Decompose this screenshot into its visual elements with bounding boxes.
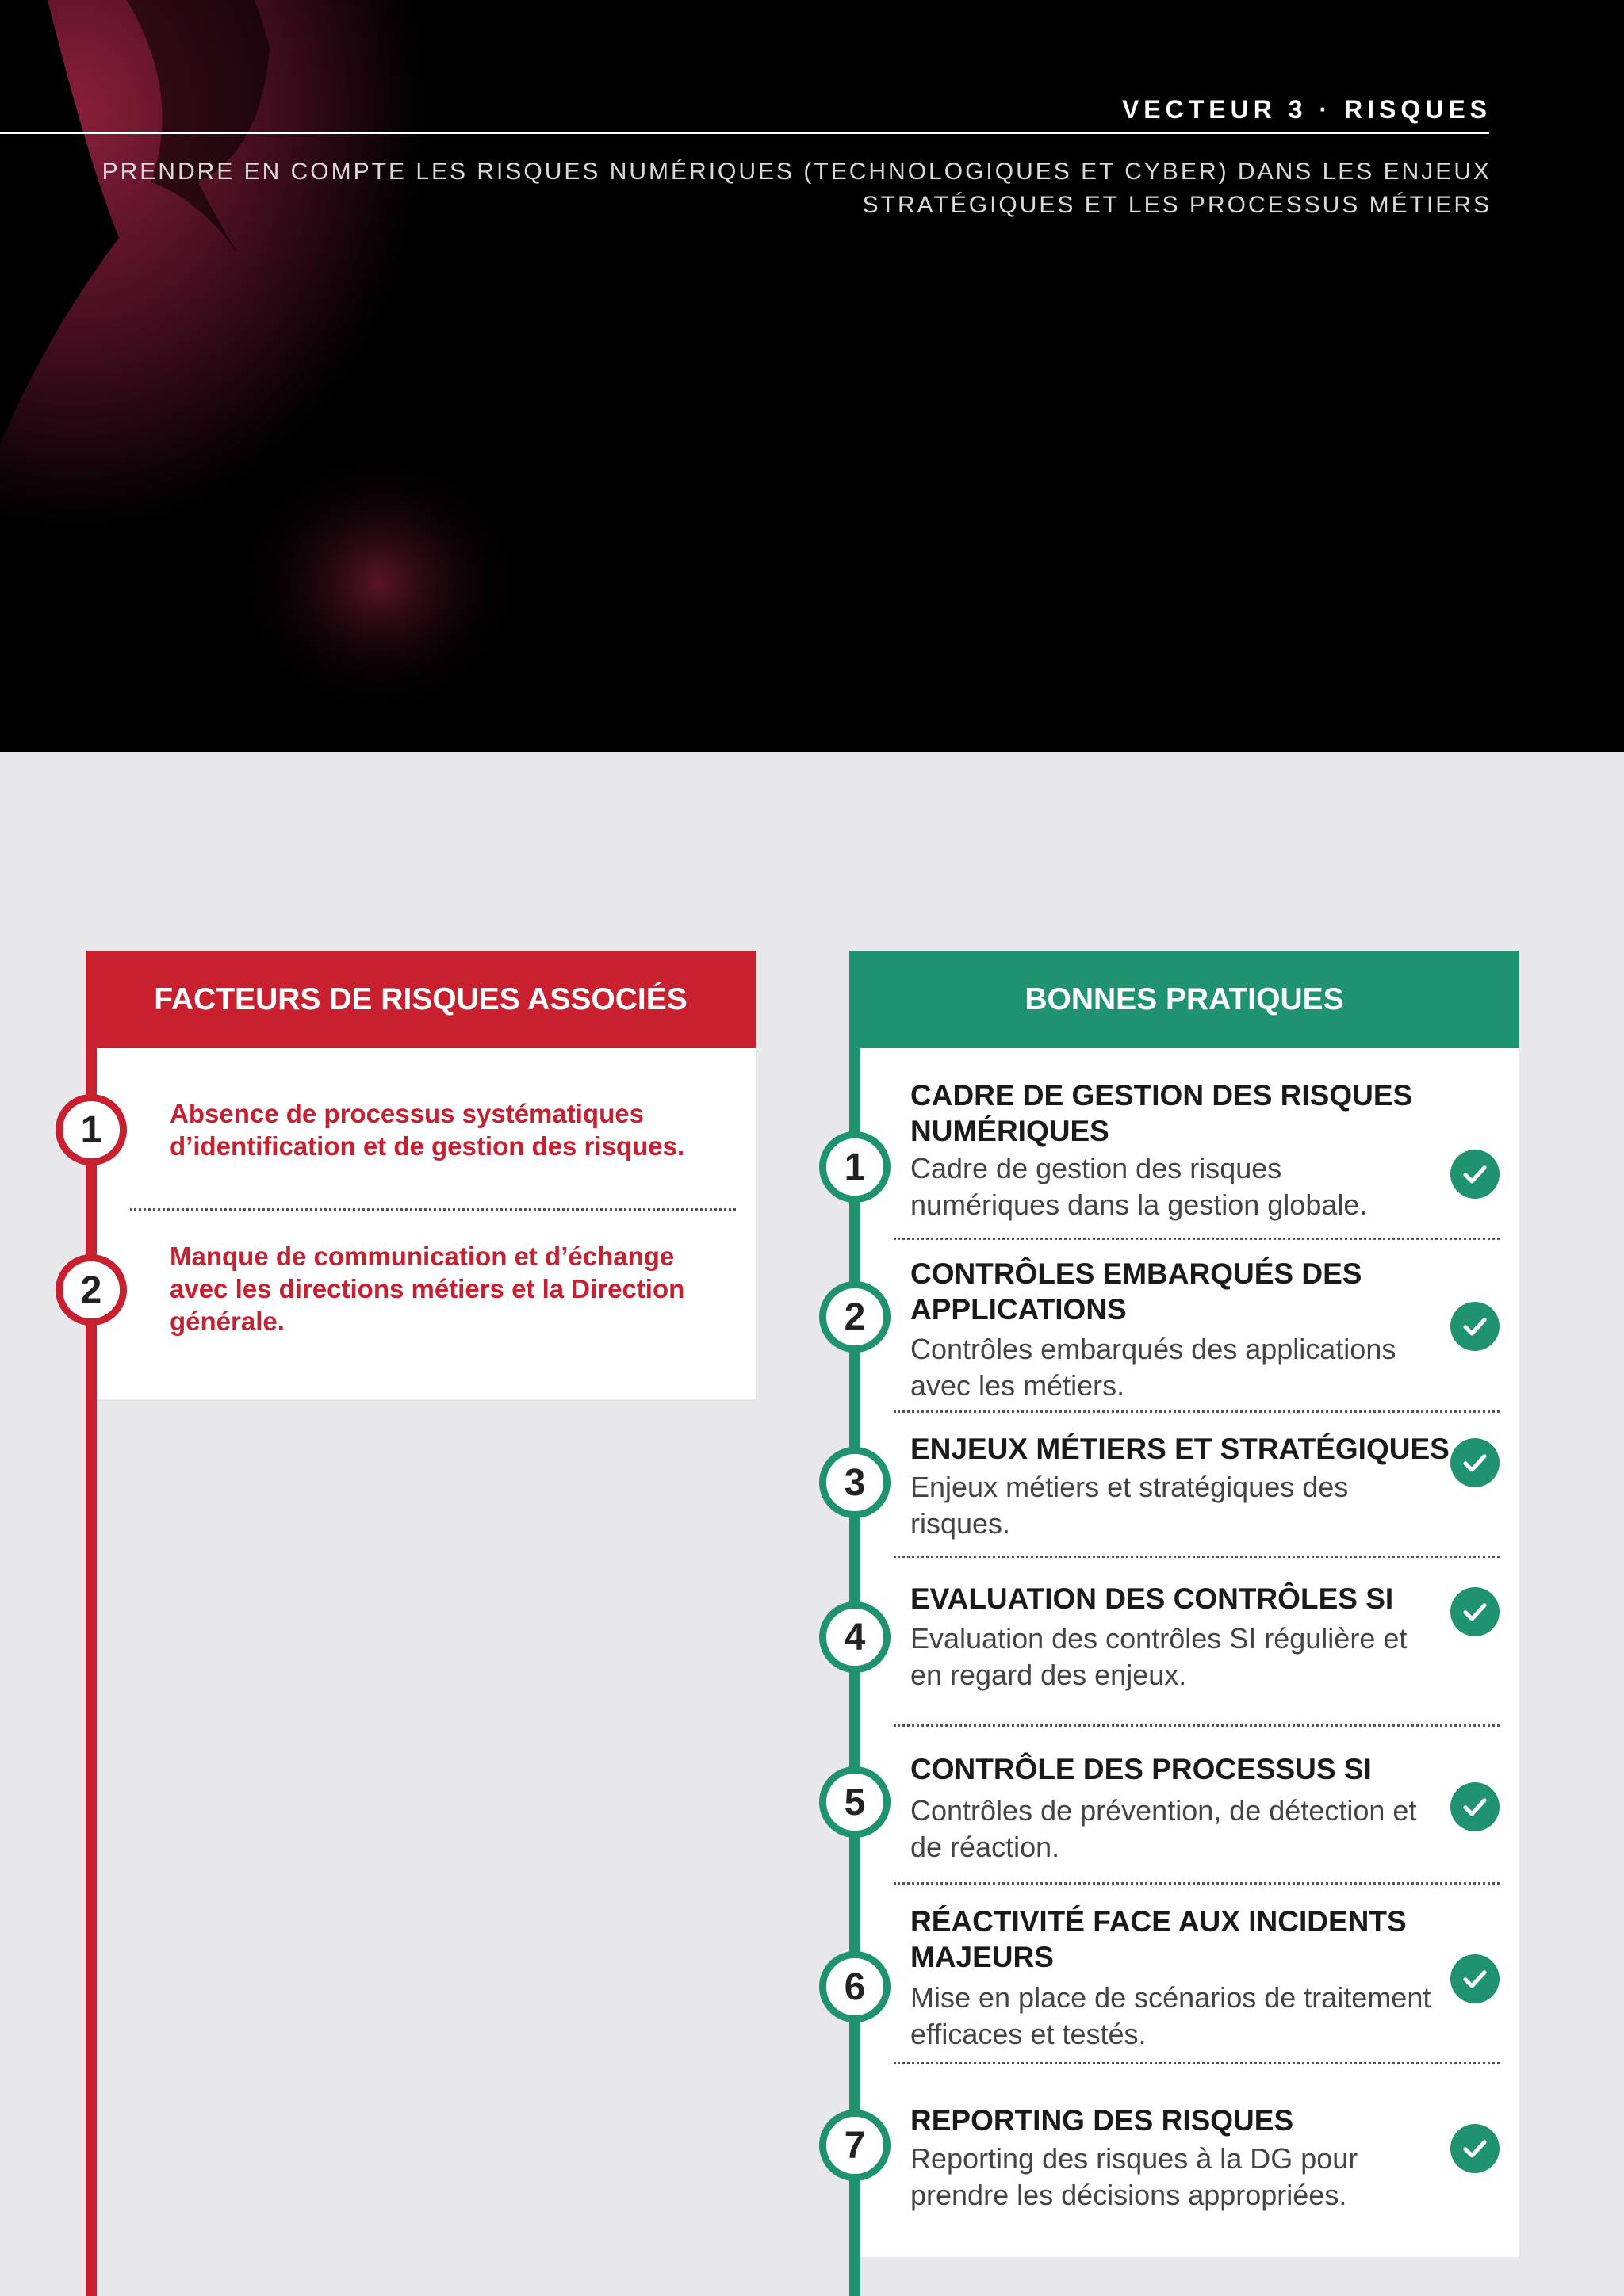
- practice-description: Contrôles embarqués des applications avec les métiers.: [910, 1333, 1396, 1402]
- practice-description: Mise en place de scénarios de traitement efficaces et testés.: [910, 1981, 1431, 2050]
- practice-number-badge: 5: [819, 1766, 891, 1838]
- risk-number-badge: 2: [56, 1254, 127, 1326]
- practice-description: Contrôles de prévention, de détection et de réaction.: [910, 1794, 1417, 1863]
- practice-title: REPORTING DES RISQUES: [910, 2104, 1294, 2137]
- section-label: VECTEUR 3 · RISQUES: [1121, 95, 1492, 124]
- divider: [894, 2062, 1500, 2064]
- divider: [894, 1724, 1500, 1727]
- check-circle-icon: [1450, 2124, 1500, 2173]
- divider: [894, 1410, 1500, 1413]
- practice-number-badge: 3: [819, 1447, 891, 1518]
- section-subtitle: [64, 155, 1492, 222]
- practice-title: RÉACTIVITÉ FACE AUX INCIDENTS MAJEURS: [910, 1905, 1407, 1973]
- divider: [894, 1882, 1500, 1885]
- risk-factor-text: Absence de processus systématiques d’identification et de gestion des risques.: [170, 1099, 685, 1161]
- risk-number-badge: 1: [56, 1094, 127, 1165]
- practice-number-badge: 2: [819, 1281, 891, 1353]
- check-circle-icon: [1450, 1302, 1500, 1351]
- practice-number-badge: 1: [819, 1131, 891, 1203]
- practice-description: Enjeux métiers et stratégiques des risques.: [910, 1471, 1349, 1540]
- best-practices-header: BONNES PRATIQUES: [849, 951, 1519, 1048]
- practice-title: ENJEUX MÉTIERS ET STRATÉGIQUES: [910, 1433, 1450, 1465]
- subtitle-line: PRENDRE EN COMPTE LES RISQUES NUMÉRIQUES (TECHNOLOGIQUES ET CYBER) DANS LES ENJEUX: [102, 159, 1492, 185]
- divider: [894, 1556, 1500, 1558]
- practice-title: CADRE DE GESTION DES RISQUES NUMÉRIQUES: [910, 1079, 1413, 1147]
- check-circle-icon: [1450, 1587, 1500, 1636]
- practice-title: CONTRÔLE DES PROCESSUS SI: [910, 1753, 1372, 1785]
- divider: [894, 1238, 1500, 1240]
- hero-banner: [0, 0, 1624, 752]
- risk-factor-text: Manque de communication et d’échange avec les directions métiers et la Direction générale.: [170, 1242, 685, 1336]
- check-circle-icon: [1450, 1954, 1500, 2003]
- divider: [130, 1208, 736, 1211]
- header-rule: [0, 132, 1489, 134]
- practice-number-badge: 6: [819, 1951, 891, 2022]
- practice-title: CONTRÔLES EMBARQUÉS DES APPLICATIONS: [910, 1257, 1362, 1326]
- check-circle-icon: [1450, 1438, 1500, 1487]
- practice-title: EVALUATION DES CONTRÔLES SI: [910, 1582, 1394, 1615]
- practice-number-badge: 4: [819, 1601, 891, 1673]
- risk-factors-header: FACTEURS DE RISQUES ASSOCIÉS: [86, 951, 756, 1048]
- check-circle-icon: [1450, 1782, 1500, 1831]
- practice-description: Cadre de gestion des risques numériques dans la gestion globale.: [910, 1152, 1368, 1221]
- practice-description: Evaluation des contrôles SI régulière et en regard des enjeux.: [910, 1622, 1408, 1691]
- practice-number-badge: 7: [819, 2110, 891, 2181]
- practice-description: Reporting des risques à la DG pour prendre les décisions appropriées.: [910, 2142, 1358, 2211]
- check-circle-icon: [1450, 1150, 1500, 1199]
- subtitle-line: STRATÉGIQUES ET LES PROCESSUS MÉTIERS: [862, 192, 1492, 218]
